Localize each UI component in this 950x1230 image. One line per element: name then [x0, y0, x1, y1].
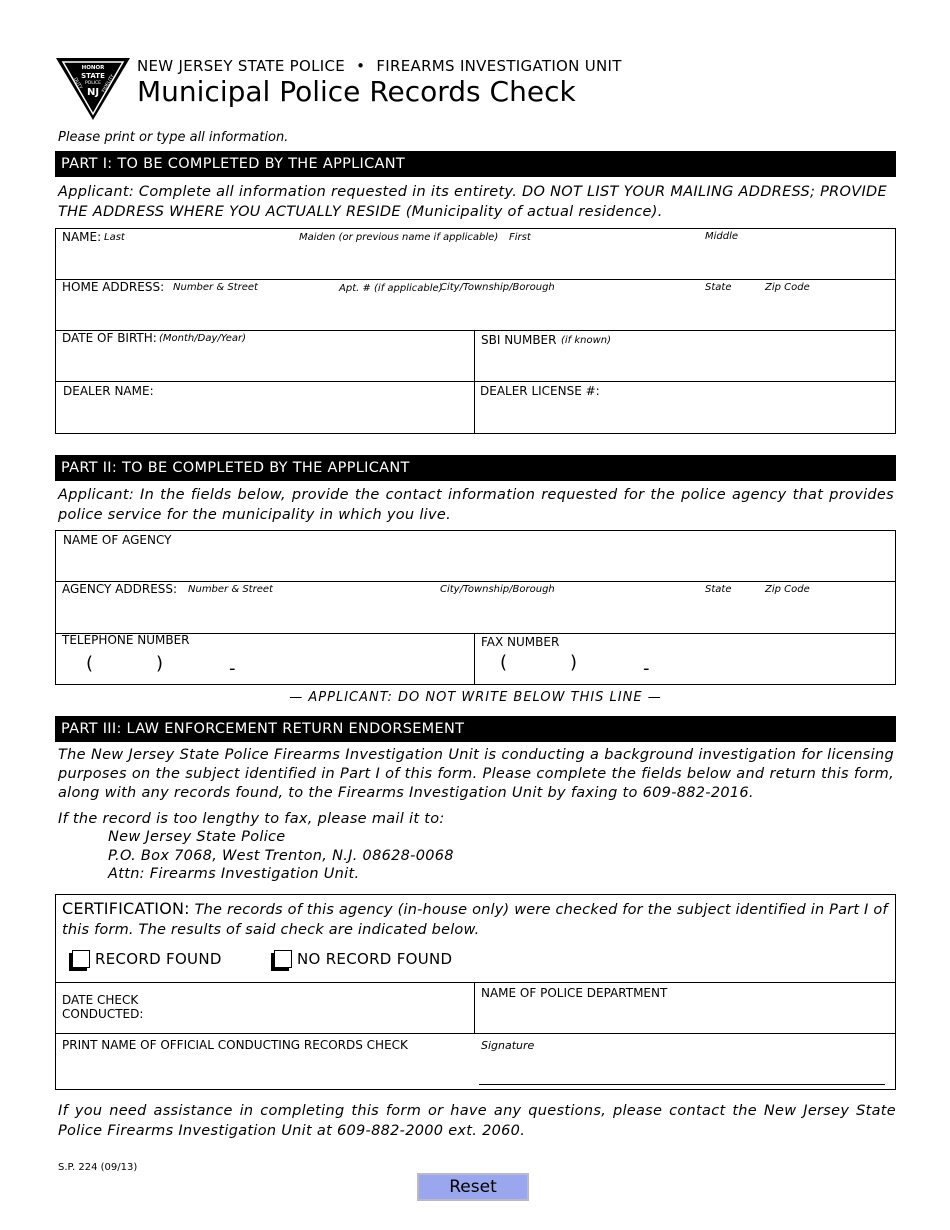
- date-check-input[interactable]: [150, 1000, 474, 1026]
- form-number: S.P. 224 (09/13): [58, 1162, 138, 1173]
- divider: [55, 381, 896, 382]
- agency-city-label: City/Township/Borough: [440, 584, 555, 595]
- telephone-area-code-input[interactable]: [97, 655, 157, 679]
- dealer-name-input[interactable]: [60, 404, 474, 430]
- mail-line-1: New Jersey State Police: [108, 829, 286, 845]
- maiden-name-label: Maiden (or previous name if applicable): [299, 232, 499, 243]
- official-name-label: PRINT NAME OF OFFICIAL CONDUCTING RECORDS CHECK: [62, 1038, 408, 1052]
- part2-heading: PART II: TO BE COMPLETED BY THE APPLICANT: [55, 455, 896, 481]
- fax-area-code-input[interactable]: [511, 655, 571, 679]
- applicant-stop-line: — APPLICANT: DO NOT WRITE BELOW THIS LINE —: [289, 690, 662, 705]
- part2-instructions: Applicant: In the fields below, provide the contact information requested for the police agency that provides police service for the municipality in which you live.: [58, 487, 894, 523]
- police-department-input[interactable]: [479, 1005, 893, 1031]
- logo-text-police: POLICE: [84, 81, 102, 86]
- dealer-name-label: DEALER NAME:: [63, 384, 154, 398]
- no-record-found-checkbox[interactable]: [274, 950, 292, 968]
- dealer-license-input[interactable]: [479, 404, 893, 430]
- home-address-input[interactable]: [60, 302, 894, 328]
- telephone-close-paren: ): [156, 653, 164, 674]
- divider: [55, 1033, 896, 1034]
- divider: [55, 982, 896, 983]
- record-found-checkbox[interactable]: [72, 950, 90, 968]
- sbi-note: (if known): [561, 335, 612, 346]
- applicant-name-input[interactable]: [60, 252, 894, 278]
- date-check-label-line-1: DATE CHECK: [62, 993, 139, 1007]
- logo-text-nj: NJ: [86, 87, 100, 98]
- agency-name: NEW JERSEY STATE POLICE: [137, 57, 346, 75]
- telephone-open-paren: (: [86, 653, 94, 674]
- agency-name-input[interactable]: [60, 553, 894, 579]
- agency-heading: [137, 57, 622, 75]
- agency-zip-label: Zip Code: [765, 584, 810, 595]
- apt-label: Apt. # (if applicable): [339, 283, 443, 294]
- divider: [55, 279, 896, 280]
- first-name-label: First: [509, 232, 531, 243]
- agency-name-label: NAME OF AGENCY: [63, 533, 172, 547]
- part3-heading: PART III: LAW ENFORCEMENT RETURN ENDORSEMENT: [55, 716, 896, 742]
- divider: [474, 633, 475, 685]
- agency-state-label: State: [705, 584, 732, 595]
- part1-heading: PART I: TO BE COMPLETED BY THE APPLICANT: [55, 151, 896, 177]
- heading-bullet: •: [356, 57, 366, 75]
- mail-line-2: P.O. Box 7068, West Trenton, N.J. 08628-0068: [108, 848, 454, 864]
- city-label: City/Township/Borough: [440, 282, 555, 293]
- form-title: Municipal Police Records Check: [137, 75, 576, 108]
- certification-text: The records of this agency (in-house only) were checked for the subject identified in Part I of this form. The results of said check are indicated below.: [62, 902, 888, 938]
- telephone-dash: -: [229, 658, 236, 679]
- logo-text-honor: HONOR: [81, 65, 105, 71]
- police-department-label: NAME OF POLICE DEPARTMENT: [481, 986, 668, 1000]
- logo-text-duty: DUTY: [72, 77, 83, 91]
- certification-statement: [62, 899, 888, 940]
- dealer-license-label: DEALER LICENSE #:: [480, 384, 600, 398]
- part3-intro: The New Jersey State Police Firearms Investigation Unit is conducting a background investigation for licensing purposes on the subject identified in Part I of this form. Please complete the fields below and return this form, along with any records found, to the Firearms Investigation Unit by faxing to 609-882-2016.: [58, 747, 894, 801]
- agency-address-input[interactable]: [60, 604, 894, 630]
- agency-street-label: Number & Street: [188, 584, 273, 595]
- telephone-number-input[interactable]: [168, 655, 472, 679]
- assistance-note: If you need assistance in completing this form or have any questions, please contact the New Jersey State Police Firearms Investigation Unit at 609-882-2000 ext. 2060.: [58, 1103, 896, 1139]
- zip-label: Zip Code: [765, 282, 810, 293]
- part1-instructions: Applicant: Complete all information requested in its entirety. DO NOT LIST YOUR MAILING ADDRESS; PROVIDE THE ADDRESS WHERE YOU ACTUALLY RESIDE (Municipality of actual residence).: [58, 184, 887, 220]
- record-found-label: RECORD FOUND: [95, 950, 222, 968]
- middle-name-label: Middle: [705, 231, 739, 242]
- signature-input[interactable]: [479, 1057, 889, 1083]
- name-label: NAME:: [62, 230, 102, 244]
- sbi-number-input[interactable]: [479, 353, 893, 379]
- fax-open-paren: (: [500, 652, 508, 673]
- logo-text-state: STATE: [81, 72, 105, 80]
- signature-line: [479, 1084, 885, 1085]
- no-record-found-label: NO RECORD FOUND: [297, 950, 453, 968]
- street-label: Number & Street: [173, 282, 258, 293]
- agency-address-label: AGENCY ADDRESS:: [62, 582, 178, 596]
- official-name-input[interactable]: [60, 1058, 474, 1084]
- dob-label: DATE OF BIRTH:: [62, 331, 157, 345]
- dob-format-label: (Month/Day/Year): [159, 333, 247, 344]
- divider: [55, 581, 896, 582]
- unit-name: FIREARMS INVESTIGATION UNIT: [376, 57, 622, 75]
- logo-text-fidelity: FIDELITY: [101, 74, 116, 94]
- nj-state-police-logo: [55, 56, 131, 122]
- signature-label: Signature: [481, 1039, 535, 1052]
- divider: [474, 330, 475, 434]
- reset-button[interactable]: Reset: [417, 1173, 529, 1201]
- date-check-label-line-2: CONDUCTED:: [62, 1007, 144, 1021]
- mail-line-3: Attn: Firearms Investigation Unit.: [108, 866, 360, 882]
- mail-intro: If the record is too lengthy to fax, please mail it to:: [58, 811, 445, 827]
- divider: [55, 330, 896, 331]
- home-address-label: HOME ADDRESS:: [62, 280, 165, 294]
- dob-input[interactable]: [60, 353, 474, 379]
- sbi-label: SBI NUMBER: [481, 333, 557, 347]
- fax-number-input[interactable]: [582, 655, 886, 679]
- print-note: Please print or type all information.: [58, 130, 289, 145]
- state-label: State: [705, 282, 732, 293]
- fax-close-paren: ): [570, 652, 578, 673]
- divider: [474, 982, 475, 1034]
- fax-label: FAX NUMBER: [481, 635, 560, 649]
- fax-dash: -: [643, 658, 650, 679]
- certification-label: CERTIFICATION:: [62, 899, 190, 918]
- last-name-label: Last: [104, 232, 125, 243]
- telephone-label: TELEPHONE NUMBER: [62, 633, 190, 647]
